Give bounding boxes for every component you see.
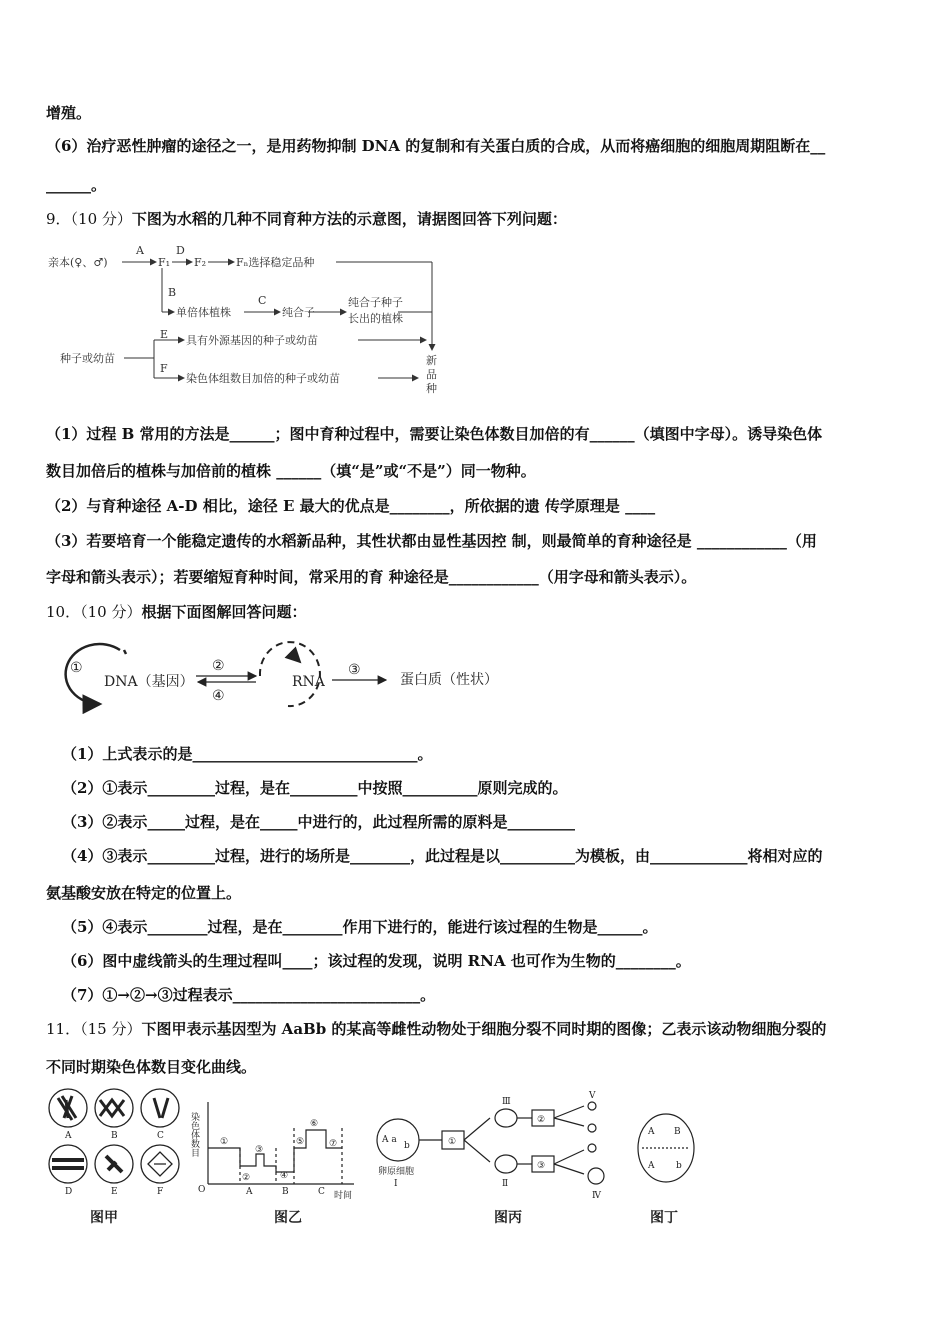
phase-6: ⑥: [310, 1119, 319, 1129]
figure-jia-caption: 图甲: [90, 1210, 118, 1226]
cell-d-label: D: [65, 1187, 73, 1197]
central-dogma-diagram: [60, 636, 520, 716]
cell-i-label: Ⅰ: [394, 1179, 398, 1189]
process-3: ③: [537, 1161, 546, 1171]
question-11-title: [46, 1019, 826, 1039]
cell-c-label: C: [157, 1131, 164, 1141]
question-10-title: [46, 602, 306, 622]
question-number: 9．（10 分）: [46, 210, 132, 228]
text-line: （5）④表示________过程，是在________作用下进行的，能进行该过程的生物是______。: [62, 918, 658, 936]
process-2: ②: [537, 1115, 546, 1125]
text-line: （3）②表示_____过程，是在_____中进行的，此过程所需的原料是_________: [62, 813, 575, 831]
text-line: 氨基酸安放在特定的位置上。: [46, 884, 242, 902]
text-line: （4）③表示_________过程，进行的场所是________，此过程是以__________为模板，由_____________将相对应的: [62, 847, 823, 865]
label-2: ②: [212, 658, 225, 674]
text-line: 不同时期染色体数目变化曲线。: [46, 1058, 257, 1076]
haploid-label: 单倍体植株: [176, 306, 231, 319]
label-b: B: [168, 286, 177, 299]
y-axis-label: 染色体数目: [189, 1112, 199, 1157]
breeding-diagram: [46, 238, 446, 398]
figure-bing-caption: 图丙: [494, 1210, 522, 1226]
parent-label: 亲本(♀、♂): [48, 256, 108, 269]
text-line: （7）①→②→③过程表示_________________________。: [62, 986, 436, 1004]
question-9-title: [46, 209, 567, 229]
ding-allele-a: A: [648, 1127, 655, 1137]
gene-label-b: b: [404, 1141, 410, 1151]
label-1: ①: [70, 660, 83, 676]
text-line: （1）上式表示的是______________________________。: [62, 745, 433, 763]
label-4: ④: [212, 688, 225, 704]
doubled-label: 染色体组数目加倍的种子或幼苗: [186, 372, 340, 385]
origin-label: O: [198, 1185, 206, 1195]
phase-7: ⑦: [329, 1139, 338, 1149]
cell-a-label: A: [65, 1131, 72, 1141]
label-d: D: [176, 244, 185, 257]
ding-allele-a2: A: [648, 1161, 655, 1171]
f2-label: F₂: [194, 256, 207, 269]
label-f: F: [160, 362, 168, 375]
cell-v-label: Ⅴ: [589, 1091, 596, 1101]
text-line: （6）治疗恶性肿瘤的途径之一，是用药物抑制 DNA 的复制和有关蛋白质的合成，从而将癌细胞的细胞周期阻断在__: [46, 137, 826, 155]
f1-label: F₁: [158, 256, 171, 269]
process-1: ①: [448, 1137, 457, 1147]
label-a: A: [136, 244, 144, 257]
new-variety-label: 种: [426, 382, 437, 395]
phase-2: ②: [242, 1173, 251, 1183]
text-line: （2）①表示_________过程，是在_________中按照__________原则完成的。: [62, 779, 568, 797]
phase-3: ③: [255, 1145, 264, 1155]
label-e: E: [160, 328, 169, 341]
cell-e-label: E: [111, 1187, 118, 1197]
cell-division-figures: [44, 1088, 724, 1230]
question-number: 11．（15 分）: [46, 1020, 142, 1038]
x-axis-label: 时间: [334, 1191, 353, 1201]
gene-label: A a: [382, 1135, 397, 1145]
oogonium-label: 卵原细胞: [378, 1167, 415, 1177]
figure-yi-caption: 图乙: [274, 1210, 302, 1226]
phase-5: ⑤: [296, 1137, 305, 1147]
ding-allele-b2: b: [676, 1161, 682, 1171]
phase-1: ①: [220, 1137, 229, 1147]
text-line: 增殖。: [46, 104, 92, 122]
x-tick-b: B: [282, 1187, 289, 1197]
dna-label: DNA（基因）: [104, 674, 194, 690]
cell-iii-label: Ⅲ: [502, 1097, 511, 1107]
rna-label: RNA: [292, 674, 325, 690]
seed-label: 种子或幼苗: [60, 352, 115, 365]
label-c: C: [258, 294, 267, 307]
cell-image-ding: [638, 1114, 694, 1182]
text-line: （2）与育种途径 A-D 相比，途径 E 最大的优点是________，所依据的遗 传学原理是 ____: [46, 497, 656, 515]
question-number: 10．（10 分）: [46, 603, 142, 621]
label-3: ③: [348, 662, 361, 678]
cell-ii-label: Ⅱ: [502, 1179, 509, 1189]
text-line: （1）过程 B 常用的方法是______；图中育种过程中，需要让染色体数目加倍的有______（填图中字母）。诱导染色体: [46, 425, 823, 443]
question-text: 下图甲表示基因型为 AaBb 的某高等雌性动物处于细胞分裂不同时期的图像；乙表示该动物细胞分裂的: [141, 1020, 827, 1038]
new-variety-label: 品: [426, 368, 437, 381]
pure-seed-label: 纯合子种子: [348, 296, 403, 309]
pure-seed-label-2: 长出的植株: [348, 312, 403, 325]
figure-ding-caption: 图丁: [650, 1210, 678, 1226]
protein-label: 蛋白质（性状）: [400, 672, 498, 688]
text-line: （3）若要培育一个能稳定遗传的水稻新品种，其性状都由显性基因控 制，则最简单的育种途径是 ____________（用: [46, 532, 817, 550]
text-line: （6）图中虚线箭头的生理过程叫____；该过程的发现，说明 RNA 也可作为生物的________。: [62, 952, 691, 970]
question-text: 下图为水稻的几种不同育种方法的示意图，请据图回答下列问题：: [131, 210, 567, 228]
text-line: ______。: [46, 176, 107, 194]
x-tick-a: A: [246, 1187, 253, 1197]
question-text: 根据下面图解回答问题：: [141, 603, 307, 621]
text-line: 数目加倍后的植株与加倍前的植株 ______（填“是”或“不是”）同一物种。: [46, 462, 536, 480]
cell-b-label: B: [111, 1131, 118, 1141]
ding-allele-b: B: [674, 1127, 681, 1137]
cell-f-label: F: [157, 1187, 164, 1197]
x-tick-c: C: [318, 1187, 325, 1197]
foreign-gene-label: 具有外源基因的种子或幼苗: [186, 334, 318, 347]
phase-4: ④: [280, 1171, 289, 1181]
pure-label: 纯合子: [282, 306, 315, 319]
text-line: 字母和箭头表示）；若要缩短育种时间，常采用的育 种途径是____________（用字母和箭头表示）。: [46, 568, 697, 586]
cell-iv-label: Ⅳ: [592, 1191, 601, 1201]
fn-label: Fₙ选择稳定品种: [236, 256, 315, 269]
new-variety-label: 新: [426, 354, 437, 367]
